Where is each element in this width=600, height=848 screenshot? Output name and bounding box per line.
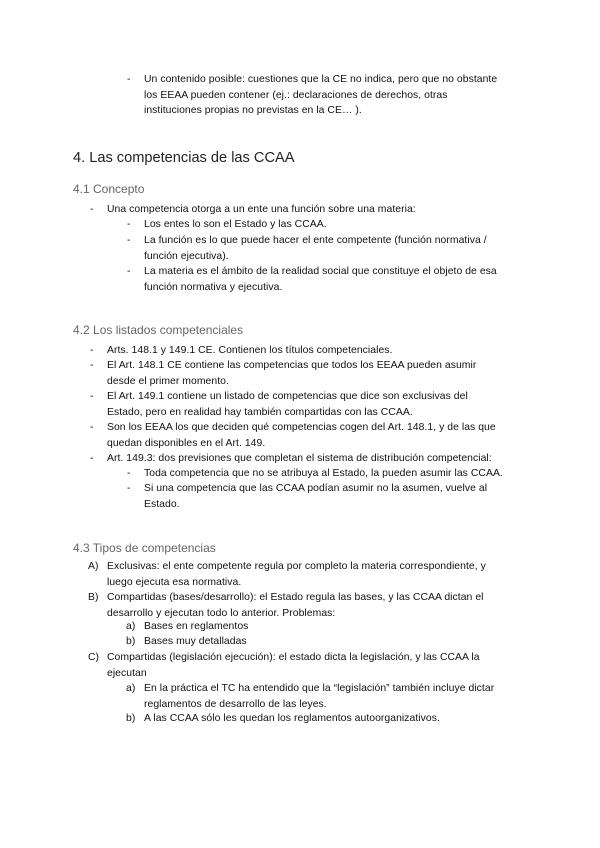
item-text: A las CCAA sólo les quedan los reglamentos autoorganizativos. [144, 713, 440, 724]
item-text-line-2: desde el primer momento. [107, 375, 229, 387]
dash-bullet: - [127, 266, 131, 277]
item-text-line-2: Estado. [144, 498, 180, 510]
list-item [127, 217, 564, 233]
list-item [127, 233, 564, 264]
item-text-line-2: reglamentos de desarrollo de las leyes. [144, 698, 327, 710]
item-text-line-1: Son los EEAA los que deciden qué competencias cogen del Art. 148.1, y de las que [107, 422, 496, 433]
list-item [88, 559, 567, 590]
section-4-3-heading: 4.3 Tipos de competencias [73, 541, 216, 555]
item-text-line-2: quedan disponibles en el Art. 149. [107, 437, 266, 449]
letter-marker: b) [126, 713, 136, 724]
letter-marker: A) [88, 561, 99, 572]
dash-bullet: - [90, 204, 94, 215]
list-item [88, 650, 567, 681]
list-item [126, 681, 564, 712]
letter-marker: C) [88, 652, 100, 663]
letter-marker: a) [126, 621, 136, 632]
item-text: Toda competencia que no se atribuya al Estado, la pueden asumir las CCAA. [144, 468, 503, 479]
item-text-line-1: La función es lo que puede hacer el ente competente (función normativa / [144, 235, 487, 246]
letter-marker: B) [88, 592, 99, 603]
list-item [126, 634, 564, 650]
intro-line-3: instituciones propias no previstas en la CE… ). [144, 105, 362, 117]
list-item [126, 619, 564, 635]
intro-paragraph [127, 72, 564, 119]
item-text-line-1: Exclusivas: el ente competente regula por completo la materia correspondiente, y [107, 561, 486, 572]
item-text: Bases muy detalladas [144, 636, 247, 647]
dash-bullet: - [90, 422, 94, 433]
item-text: Los entes lo son el Estado y las CCAA. [144, 219, 327, 230]
item-text-line-2: ejecutan [107, 667, 147, 679]
item-text-line-1: El Art. 148.1 CE contiene las competencias que todos los EEAA pueden asumir [107, 360, 477, 371]
dash-bullet: - [127, 74, 131, 85]
list-item [127, 466, 564, 482]
section-4-heading: 4. Las competencias de las CCAA [73, 150, 295, 166]
section-4-2-heading: 4.2 Los listados competenciales [73, 323, 244, 337]
list-item [90, 420, 567, 451]
intro-line-1: Un contenido posible: cuestiones que la CE no indica, pero que no obstante [144, 74, 498, 85]
dash-bullet: - [90, 453, 94, 464]
letter-marker: b) [126, 636, 136, 647]
item-text-line-2: función normativa y ejecutiva. [144, 281, 283, 293]
list-item [127, 264, 564, 295]
item-text-line-2: Estado, pero en realidad hay también compartidas con las CCAA. [107, 406, 413, 418]
item-text: Una competencia otorga a un ente una función sobre una materia: [107, 204, 416, 215]
list-item [90, 358, 567, 389]
item-text-line-1: Compartidas (bases/desarrollo): el Estado regula las bases, y las CCAA dictan el [107, 592, 484, 603]
list-item [90, 451, 567, 467]
item-text: Bases en reglamentos [144, 621, 249, 632]
item-text-line-1: Compartidas (legislación ejecución): el estado dicta la legislación, y las CCAA la [107, 652, 480, 663]
dash-bullet: - [127, 219, 131, 230]
intro-line-2: los EEAA pueden contener (ej.: declaraciones de derechos, otras [144, 89, 448, 101]
letter-marker: a) [126, 683, 136, 694]
dash-bullet: - [127, 235, 131, 246]
item-text-line-1: En la práctica el TC ha entendido que la “legislación” también incluye dictar [144, 683, 495, 694]
dash-bullet: - [90, 360, 94, 371]
item-text-line-1: La materia es el ámbito de la realidad social que constituye el objeto de esa [144, 266, 497, 277]
item-text: Art. 149.3: dos previsiones que completan el sistema de distribución competencial: [107, 453, 492, 464]
item-text-line-1: El Art. 149.1 contiene un listado de competencias que dice son exclusivas del [107, 391, 468, 402]
list-item [90, 389, 567, 420]
list-item [90, 343, 567, 359]
item-text-line-2: desarrollo y ejecutan todo lo anterior. Problemas: [107, 607, 336, 619]
item-text-line-2: función ejecutiva). [144, 250, 229, 262]
list-item [88, 590, 567, 621]
dash-bullet: - [127, 468, 131, 479]
list-item [126, 711, 564, 727]
item-text-line-2: luego ejecuta esa normativa. [107, 576, 242, 588]
list-item [127, 481, 564, 512]
dash-bullet: - [90, 345, 94, 356]
list-item [90, 202, 567, 218]
item-text: Arts. 148.1 y 149.1 CE. Contienen los títulos competenciales. [107, 345, 393, 356]
section-4-1-heading: 4.1 Concepto [73, 182, 145, 196]
item-text-line-1: Si una competencia que las CCAA podían asumir no la asumen, vuelve al [144, 483, 488, 494]
dash-bullet: - [127, 483, 131, 494]
dash-bullet: - [90, 391, 94, 402]
